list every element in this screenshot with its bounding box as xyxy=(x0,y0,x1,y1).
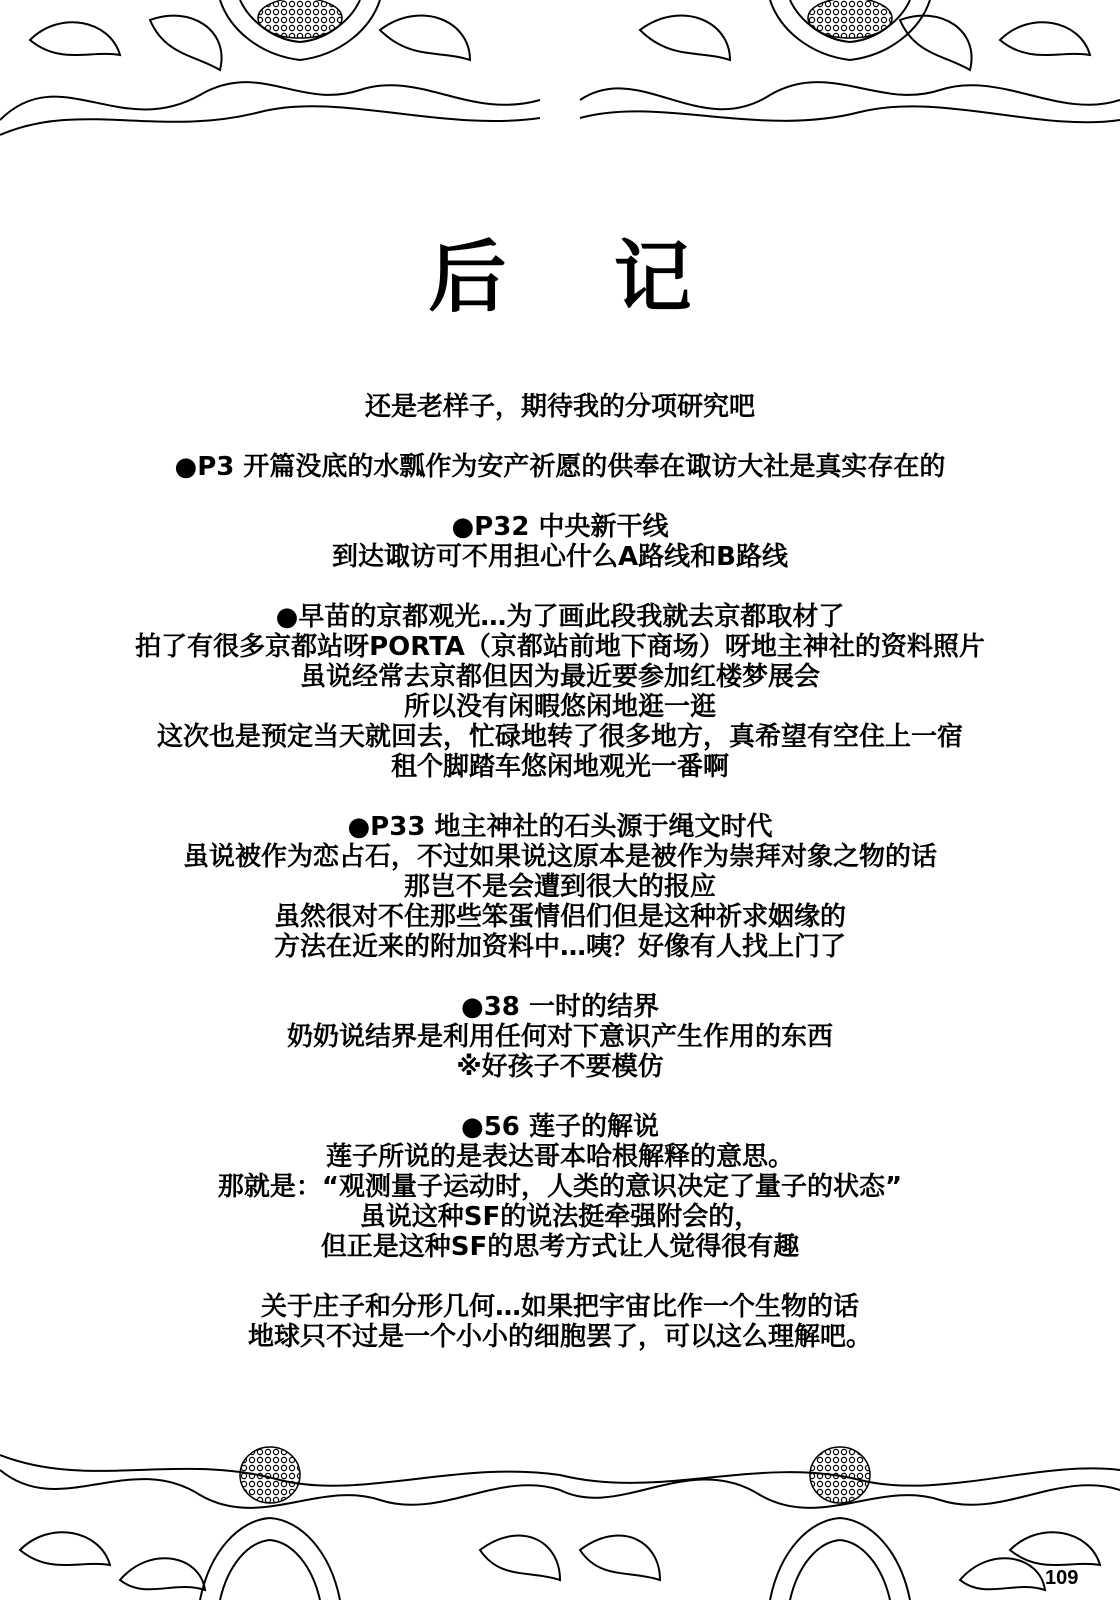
text-line: 方法在近来的附加资料中…咦？好像有人找上门了 xyxy=(273,932,846,962)
text-line: ●P3 开篇没底的水瓢作为安产祈愿的供奉在诹访大社是真实存在的 xyxy=(174,452,946,482)
text-line: ●P33 地主神社的石头源于绳文时代 xyxy=(347,812,773,842)
text-line: 那就是：“观测量子运动时，人类的意识决定了量子的状态” xyxy=(217,1172,903,1202)
text-line: 虽说这种SF的说法挺牵强附会的， xyxy=(359,1202,761,1232)
text-line: ※好孩子不要模仿 xyxy=(456,1052,664,1082)
text-line: 租个脚踏车悠闲地观光一番啊 xyxy=(390,752,729,782)
text-line: 到达诹访可不用担心什么A路线和B路线 xyxy=(332,542,788,572)
text-line: 这次也是预定当天就回去，忙碌地转了很多地方，真希望有空住上一宿 xyxy=(156,722,963,752)
text-line: 关于庄子和分形几何…如果把宇宙比作一个生物的话 xyxy=(260,1292,859,1322)
note-p32 xyxy=(40,512,1080,572)
text-line: ●P32 中央新干线 xyxy=(451,512,669,542)
note-kyoto xyxy=(40,602,1080,782)
text-line: 拍了有很多京都站呀PORTA（京都站前地下商场）呀地主神社的资料照片 xyxy=(135,632,985,662)
text-line: 还是老样子，期待我的分项研究吧 xyxy=(364,392,755,422)
text-line: 但正是这种SF的思考方式让人觉得很有趣 xyxy=(320,1232,800,1262)
text-line: 虽说被作为恋占石，不过如果说这原本是被作为崇拜对象之物的话 xyxy=(182,842,937,872)
page-title: 后 记 xyxy=(428,232,732,323)
afterword-body xyxy=(40,392,1080,1382)
text-line: ●早苗的京都观光…为了画此段我就去京都取材了 xyxy=(275,602,845,632)
text-line: 地球只不过是一个小小的细胞罢了，可以这么理解吧。 xyxy=(247,1322,872,1352)
text-line: 莲子所说的是表达哥本哈根解释的意思。 xyxy=(325,1142,794,1172)
page-number: 109 xyxy=(1045,1567,1079,1589)
text-line: 虽说经常去京都但因为最近要参加红楼梦展会 xyxy=(299,662,820,692)
text-line: 虽然很对不住那些笨蛋情侣们但是这种祈求姻缘的 xyxy=(273,902,846,932)
note-38 xyxy=(40,992,1080,1082)
text-line: 奶奶说结界是利用任何对下意识产生作用的东西 xyxy=(286,1022,833,1052)
text-line: ●56 莲子的解说 xyxy=(461,1112,659,1142)
text-line: ●38 一时的结界 xyxy=(461,992,659,1022)
closing-paragraph xyxy=(40,1292,1080,1352)
note-56 xyxy=(40,1112,1080,1262)
text-line: 所以没有闲暇悠闲地逛一逛 xyxy=(403,692,716,722)
note-p3 xyxy=(40,452,1080,482)
text-line: 那岂不是会遭到很大的报应 xyxy=(403,872,716,902)
top-floral-border xyxy=(0,0,1120,140)
note-p33 xyxy=(40,812,1080,962)
bottom-floral-border xyxy=(0,1440,1120,1600)
intro-paragraph xyxy=(40,392,1080,422)
